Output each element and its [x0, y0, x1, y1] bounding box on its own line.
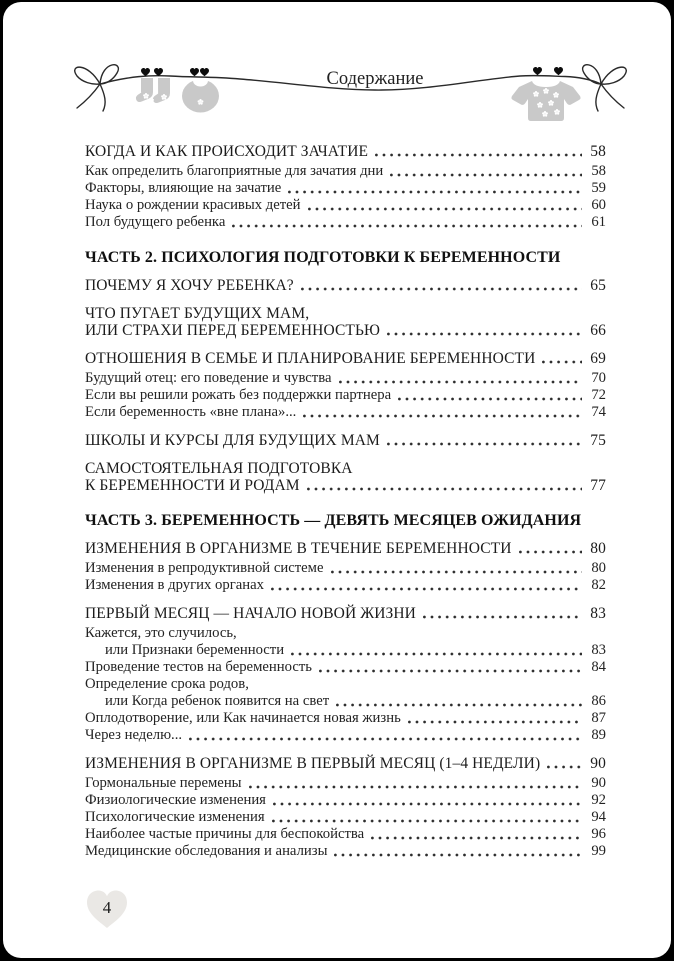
- toc-entry-title: ИЛИ СТРАХИ ПЕРЕД БЕРЕМЕННОСТЬЮ: [85, 322, 380, 339]
- dot-leader: [408, 720, 582, 724]
- toc-page-number: 84: [591, 659, 606, 675]
- toc-entry-title: ПОЧЕМУ Я ХОЧУ РЕБЕНКА?: [85, 277, 294, 294]
- toc-entry[interactable]: [85, 659, 606, 676]
- toc-part-heading: [85, 512, 606, 529]
- toc-entry-title: ИЗМЕНЕНИЯ В ОРГАНИЗМЕ В ПЕРВЫЙ МЕСЯЦ (1–4 НЕДЕЛИ): [85, 755, 541, 772]
- dot-leader: [301, 287, 582, 291]
- toc-page-number: 59: [591, 180, 606, 196]
- toc-entry-line: [85, 214, 606, 231]
- toc-entry[interactable]: [85, 143, 606, 160]
- toc-page-number: 74: [591, 404, 606, 420]
- toc-entry-title: К БЕРЕМЕННОСТИ И РОДАМ: [85, 477, 300, 494]
- toc-entry-title: Как определить благоприятные для зачатия дни: [85, 163, 384, 179]
- toc-entry[interactable]: [85, 460, 606, 494]
- toc-page-number: 82: [591, 577, 606, 593]
- dot-leader: [331, 570, 583, 574]
- toc-page-number: 61: [591, 214, 606, 230]
- toc-entry-title: Проведение тестов на беременность: [85, 659, 312, 675]
- toc-entry[interactable]: [85, 755, 606, 772]
- dot-leader: [398, 397, 582, 401]
- toc-entry[interactable]: [85, 370, 606, 387]
- toc-page-number: 90: [591, 775, 606, 791]
- toc-entry-title: Психологические изменения: [85, 809, 265, 825]
- dot-leader: [249, 785, 582, 789]
- toc-entry-title: Если вы решили рожать без поддержки партнера: [85, 387, 392, 403]
- shirt-icon: [511, 81, 580, 121]
- toc-entry-line: [85, 387, 606, 404]
- toc-entry-line: [85, 432, 606, 449]
- dot-leader: [423, 615, 582, 619]
- toc-entry-line: [85, 710, 606, 727]
- dot-leader: [390, 173, 582, 177]
- toc-entry[interactable]: [85, 676, 606, 710]
- toc-entry[interactable]: [85, 277, 606, 294]
- toc-entry-line: [85, 540, 606, 557]
- toc-entry-title: Оплодотворение, или Как начинается новая жизнь: [85, 710, 401, 726]
- dot-leader: [272, 819, 582, 823]
- toc-entry-line: [85, 180, 606, 197]
- toc-entry[interactable]: [85, 305, 606, 339]
- toc-entry[interactable]: [85, 163, 606, 180]
- dot-leader: [307, 487, 582, 491]
- toc-page-number: 65: [590, 277, 606, 294]
- toc-entry[interactable]: [85, 792, 606, 809]
- toc-entry-line: [85, 277, 606, 294]
- toc-entry-title: Будущий отец: его поведение и чувства: [85, 370, 332, 386]
- booties-icon: [136, 78, 170, 103]
- toc-entry-line: [85, 676, 606, 693]
- header-decoration: [3, 54, 671, 126]
- toc-entry[interactable]: [85, 560, 606, 577]
- toc-entry[interactable]: [85, 605, 606, 622]
- toc-entry-title: ЧАСТЬ 3. БЕРЕМЕННОСТЬ — ДЕВЯТЬ МЕСЯЦЕВ ОЖИДАНИЯ: [85, 512, 582, 529]
- toc-page-number: 83: [591, 642, 606, 658]
- toc-page-number: 70: [591, 370, 606, 386]
- toc-entry-line: [85, 163, 606, 180]
- toc-entry-line: [85, 322, 606, 339]
- toc-entry-line: [85, 642, 606, 659]
- toc-entry-title: Изменения в других органах: [85, 577, 264, 593]
- footer-page-number: 4: [102, 898, 112, 917]
- toc-entry-line: [85, 659, 606, 676]
- toc-page-number: 90: [590, 755, 606, 772]
- toc-entry-line: [85, 143, 606, 160]
- toc-entry-title: КОГДА И КАК ПРОИСХОДИТ ЗАЧАТИЕ: [85, 143, 369, 160]
- toc-entry-line: [85, 826, 606, 843]
- dot-leader: [271, 587, 582, 591]
- toc-entry-title: ЧТО ПУГАЕТ БУДУЩИХ МАМ,: [85, 305, 310, 322]
- dot-leader: [232, 224, 582, 228]
- toc-entry-line: [85, 577, 606, 594]
- dot-leader: [519, 550, 582, 554]
- toc-entry-title: ПЕРВЫЙ МЕСЯЦ — НАЧАЛО НОВОЙ ЖИЗНИ: [85, 605, 416, 622]
- toc-entry-line: [85, 727, 606, 744]
- dot-leader: [273, 802, 582, 806]
- toc-entry[interactable]: [85, 197, 606, 214]
- toc-entry-title: Наука о рождении красивых детей: [85, 197, 301, 213]
- toc-entry-title: ЧАСТЬ 2. ПСИХОЛОГИЯ ПОДГОТОВКИ К БЕРЕМЕННОСТИ: [85, 249, 561, 266]
- toc-list: [85, 124, 606, 860]
- toc-entry-line: [85, 460, 606, 477]
- toc-entry-line: [85, 404, 606, 421]
- toc-entry[interactable]: [85, 843, 606, 860]
- toc-entry-title: или Признаки беременности: [105, 642, 285, 658]
- dot-leader: [303, 414, 582, 418]
- toc-entry-line: [85, 477, 606, 494]
- toc-page-number: 69: [590, 350, 606, 367]
- toc-entry-title: ИЗМЕНЕНИЯ В ОРГАНИЗМЕ В ТЕЧЕНИЕ БЕРЕМЕННОСТИ: [85, 540, 512, 557]
- toc-entry-title: Изменения в репродуктивной системе: [85, 560, 324, 576]
- toc-entry-line: [85, 775, 606, 792]
- toc-entry-title: или Когда ребенок появится на свет: [105, 693, 330, 709]
- toc-page-number: 94: [591, 809, 606, 825]
- toc-page-number: 66: [590, 322, 606, 339]
- dot-leader: [387, 332, 582, 336]
- toc-entry-title: САМОСТОЯТЕЛЬНАЯ ПОДГОТОВКА: [85, 460, 353, 477]
- toc-page-number: 83: [590, 605, 606, 622]
- toc-page-number: 80: [590, 540, 606, 557]
- toc-page-number: 80: [591, 560, 606, 576]
- toc-entry-line: [85, 605, 606, 622]
- toc-entry-title: ШКОЛЫ И КУРСЫ ДЛЯ БУДУЩИХ МАМ: [85, 432, 380, 449]
- toc-entry-line: [85, 625, 606, 642]
- bow-icon-left: [75, 65, 119, 111]
- toc-entry[interactable]: [85, 775, 606, 792]
- toc-entry-title: Факторы, влияющие на зачатие: [85, 180, 282, 196]
- dot-leader: [334, 853, 582, 857]
- toc-entry[interactable]: [85, 540, 606, 557]
- toc-entry-line: [85, 249, 606, 266]
- dot-leader: [375, 153, 582, 157]
- toc-entry-line: [85, 755, 606, 772]
- toc-page-number: 77: [590, 477, 606, 494]
- toc-entry-line: [85, 792, 606, 809]
- toc-page-number: 99: [591, 843, 606, 859]
- toc-entry-line: [85, 197, 606, 214]
- dot-leader: [371, 836, 582, 840]
- dot-leader: [189, 737, 582, 741]
- toc-entry-line: [85, 693, 606, 710]
- toc-entry[interactable]: [85, 180, 606, 197]
- toc-entry[interactable]: [85, 350, 606, 367]
- toc-entry-line: [85, 809, 606, 826]
- dot-leader: [387, 442, 582, 446]
- toc-entry-line: [85, 843, 606, 860]
- toc-page-number: 58: [591, 163, 606, 179]
- toc-entry[interactable]: [85, 809, 606, 826]
- dot-leader: [308, 207, 582, 211]
- toc-entry-title: Медицинские обследования и анализы: [85, 843, 328, 859]
- toc-entry-title: Гормональные перемены: [85, 775, 242, 791]
- bow-icon-right: [583, 65, 627, 111]
- toc-entry-line: [85, 512, 606, 529]
- toc-entry-title: Через неделю...: [85, 727, 183, 743]
- toc-page-number: 89: [591, 727, 606, 743]
- toc-page-number: 87: [591, 710, 606, 726]
- toc-page-number: 58: [590, 143, 606, 160]
- toc-entry-line: [85, 370, 606, 387]
- toc-entry-line: [85, 560, 606, 577]
- dot-leader: [336, 703, 582, 707]
- toc-entry[interactable]: [85, 214, 606, 231]
- dot-leader: [291, 652, 582, 656]
- toc-page-number: 75: [590, 432, 606, 449]
- dot-leader: [339, 380, 583, 384]
- bib-icon: [182, 75, 219, 113]
- toc-entry-title: Пол будущего ребенка: [85, 214, 226, 230]
- toc-entry-title: Наиболее частые причины для беспокойства: [85, 826, 365, 842]
- page-title: Содержание: [326, 69, 424, 89]
- toc-entry-title: ОТНОШЕНИЯ В СЕМЬЕ И ПЛАНИРОВАНИЕ БЕРЕМЕННОСТИ: [85, 350, 536, 367]
- toc-entry[interactable]: [85, 826, 606, 843]
- toc-entry-line: [85, 350, 606, 367]
- toc-page-number: 92: [591, 792, 606, 808]
- heart-badge: [84, 886, 130, 932]
- toc-entry-title: Определение срока родов,: [85, 676, 249, 692]
- toc-entry[interactable]: [85, 727, 606, 744]
- toc-entry-line: [85, 305, 606, 322]
- toc-entry-title: Физиологические изменения: [85, 792, 266, 808]
- book-page: [3, 2, 671, 958]
- toc-entry[interactable]: [85, 387, 606, 404]
- toc-entry[interactable]: [85, 710, 606, 727]
- toc-page-number: 60: [591, 197, 606, 213]
- toc-entry[interactable]: [85, 432, 606, 449]
- toc-content: [85, 124, 606, 860]
- dot-leader: [542, 360, 582, 364]
- toc-entry-title: Если беременность «вне плана»...: [85, 404, 297, 420]
- dot-leader: [288, 190, 582, 194]
- toc-entry[interactable]: [85, 625, 606, 659]
- toc-page-number: 96: [591, 826, 606, 842]
- dot-leader: [547, 765, 582, 769]
- dot-leader: [319, 669, 582, 673]
- toc-entry-title: Кажется, это случилось,: [85, 625, 237, 641]
- toc-page-number: 86: [591, 693, 606, 709]
- toc-part-heading: [85, 249, 606, 266]
- toc-entry[interactable]: [85, 577, 606, 594]
- toc-entry[interactable]: [85, 404, 606, 421]
- toc-page-number: 72: [591, 387, 606, 403]
